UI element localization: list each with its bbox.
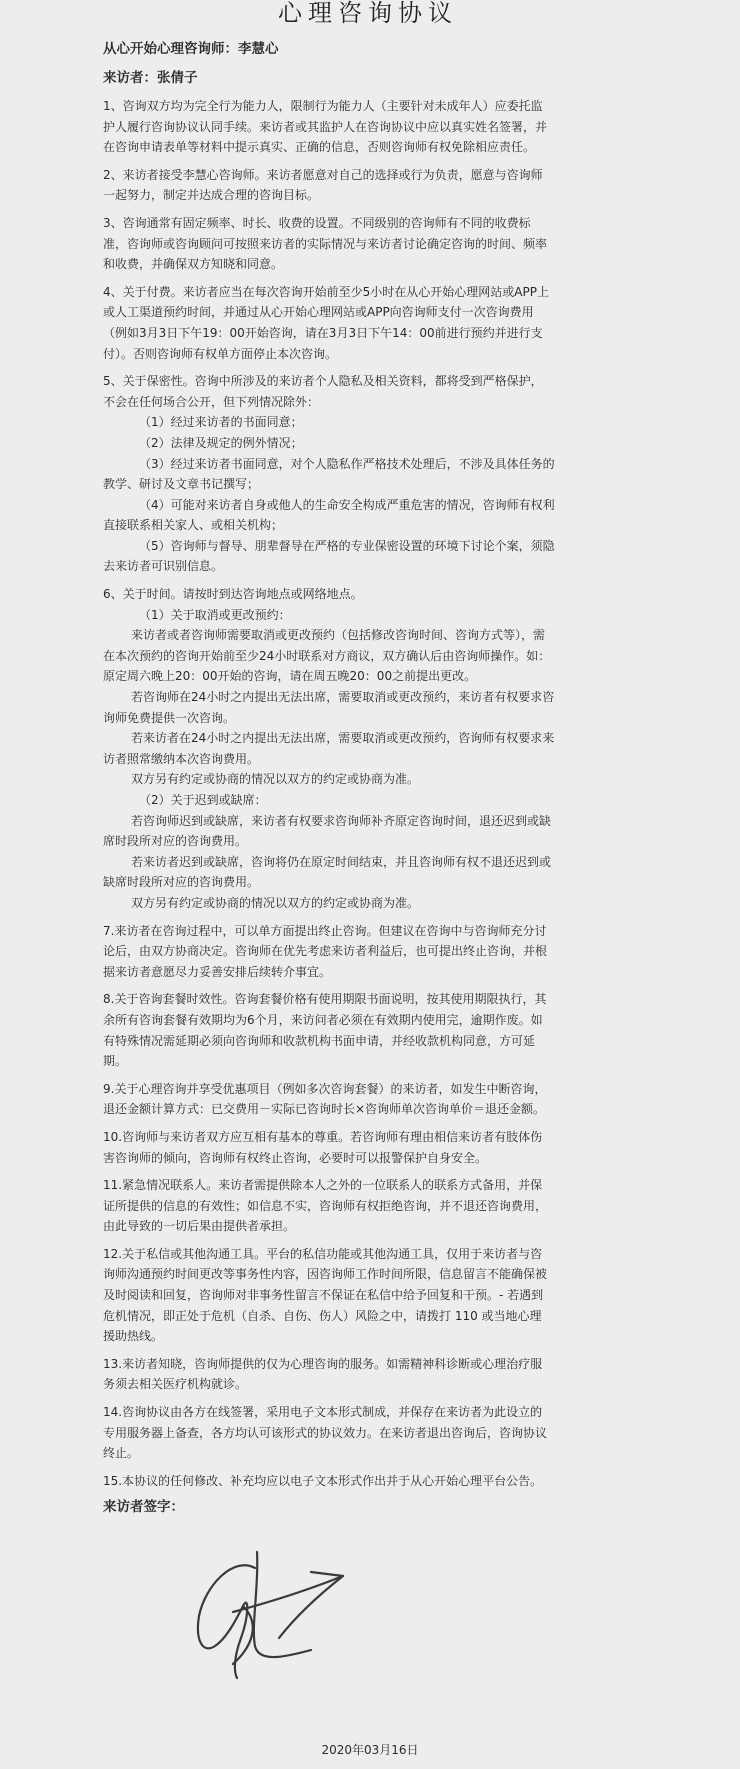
clause-line: 务须去相关医疗机构就诊。	[103, 1377, 248, 1392]
clause-line: 及时阅读和回复，咨询师对非事务性留言不保证在私信中给予回复和干预。- 若遇到	[103, 1288, 544, 1303]
handwritten-signature	[193, 1546, 383, 1686]
clause-paragraph	[103, 371, 633, 577]
clause-paragraph	[103, 96, 633, 158]
clause-line: 询师免费提供一次咨询。	[103, 710, 236, 725]
clause-line: （1）经过来访者的书面同意；	[139, 415, 303, 430]
clause-line: 缺席时段所对应的咨询费用。	[103, 875, 260, 890]
clause-line: 护人履行咨询协议认同手续。来访者或其监护人在咨询协议中应以真实姓名签署，并	[103, 119, 548, 134]
signing-date: 2020年03月16日	[321, 1743, 419, 1757]
clause-line: 若来访者在24小时之内提出无法出席，需要取消或更改预约，咨询师有权要求来	[131, 731, 555, 746]
clause-line: 教学、研讨及文章书记撰写；	[103, 477, 260, 492]
clause-paragraph	[103, 213, 633, 275]
clause-line: 6、关于时间。请按时到达咨询地点或网络地点。	[103, 587, 363, 602]
clause-line: 在咨询申请表单等材料中提示真实、正确的信息，否则咨询师有权免除相应责任。	[103, 140, 536, 155]
clause-line: 7.来访者在咨询过程中，可以单方面提出终止咨询。但建议在咨询中与咨询师充分讨	[103, 923, 547, 938]
clause-paragraph	[103, 1079, 633, 1120]
clause-line: 一起努力，制定并达成合理的咨询目标。	[103, 188, 320, 203]
clause-line: （2）法律及规定的例外情况；	[139, 435, 303, 450]
agreement-body	[103, 96, 633, 1491]
clause-line: 害咨询师的倾向，咨询师有权终止咨询，必要时可以报警保护自身安全。	[103, 1150, 488, 1165]
page-title: 心理咨询协议	[278, 0, 458, 27]
clause-line: 据来访者意愿尽力妥善安排后续转介事宜。	[103, 964, 332, 979]
clause-line: 3、咨询通常有固定频率、时长、收费的设置。不同级别的咨询师有不同的收费标	[103, 215, 531, 230]
clause-line: 5、关于保密性。咨询中所涉及的来访者个人隐私及相关资料，都将受到严格保护，	[103, 374, 543, 389]
clause-line: 15.本协议的任何修改、补充均应以电子文本形式作出并于从心开始心理平台公告。	[103, 1473, 543, 1488]
clause-paragraph	[103, 1244, 633, 1347]
clause-line: 13.来访者知晓，咨询师提供的仅为心理咨询的服务。如需精神科诊断或心理治疗服	[103, 1356, 543, 1371]
clause-line: （2）关于迟到或缺席：	[139, 793, 267, 807]
clause-line: （例如3月3日下午19：00开始咨询，请在3月3日下午14：00前进行预约并进行支	[103, 325, 543, 340]
clause-line: （3）经过来访者书面同意，对个人隐私作严格技术处理后，不涉及具体任务的	[139, 456, 555, 471]
clause-line: 专用服务器上备查，各方均认可该形式的协议效力。在来访者退出咨询后，咨询协议	[103, 1425, 548, 1440]
clause-line: 访者照常缴纳本次咨询费用。	[103, 751, 260, 766]
clause-line: 和收费，并确保双方知晓和同意。	[103, 257, 284, 272]
clause-line: 终止。	[103, 1446, 140, 1461]
clause-line: 援助热线。	[103, 1329, 164, 1344]
clause-line: 来访者或者咨询师需要取消或更改预约（包括修改咨询时间、咨询方式等），需	[131, 628, 546, 643]
clause-line: 退还金额计算方式：已交费用－实际已咨询时长×咨询师单次咨询单价＝退还金额。	[103, 1102, 546, 1117]
clause-line: 若来访者迟到或缺席，咨询将仍在原定时间结束，并且咨询师有权不退还迟到或	[131, 854, 552, 869]
clause-paragraph	[103, 165, 633, 206]
clause-line: 付）。否则咨询师有权单方面停止本次咨询。	[103, 346, 338, 361]
clause-line: （1）关于取消或更改预约：	[139, 607, 291, 622]
clause-line: 9.关于心理咨询并享受优惠项目（例如多次咨询套餐）的来访者，如发生中断咨询，	[103, 1081, 547, 1096]
clause-line: 期。	[103, 1054, 128, 1069]
clause-line: 证所提供的信息的有效性；如信息不实，咨询师有权拒绝咨询，并不退还咨询费用，	[103, 1198, 548, 1213]
clause-line: （4）可能对来访者自身或他人的生命安全构成严重危害的情况，咨询师有权利	[139, 497, 555, 512]
signature-label: 来访者签字：	[103, 1499, 184, 1515]
clause-paragraph	[103, 282, 633, 364]
clause-line: 席时段所对应的咨询费用。	[103, 834, 248, 849]
clause-line: 由此导致的一切后果由提供者承担。	[103, 1219, 296, 1234]
clause-line: 在本次预约的咨询开始前至少24小时联系对方商议，双方确认后由咨询师操作。如：	[103, 648, 551, 663]
clause-line: 准，咨询师或咨询顾问可按照来访者的实际情况与来访者讨论确定咨询的时间、频率	[103, 236, 548, 251]
clause-line: 或人工渠道预约时间，并通过从心开始心理网站或APP向咨询师支付一次咨询费用	[103, 305, 534, 320]
clause-line: 余所有咨询套餐有效期均为6个月，来访问者必须在有效期内使用完，逾期作废。如	[103, 1012, 543, 1027]
clause-line: 若咨询师迟到或缺席，来访者有权要求咨询师补齐原定咨询时间，退还迟到或缺	[131, 813, 552, 828]
counselor-line: 从心开始心理咨询师：李慧心	[103, 41, 279, 57]
clause-line: 8.关于咨询套餐时效性。咨询套餐价格有使用期限书面说明，按其使用期限执行，其	[103, 992, 547, 1007]
clause-line: 12.关于私信或其他沟通工具。平台的私信功能或其他沟通工具，仅用于来访者与咨	[103, 1246, 543, 1261]
clause-paragraph	[103, 1402, 633, 1464]
clause-line: 双方另有约定或协商的情况以双方的约定或协商为准。	[131, 772, 420, 787]
clause-line: （5）咨询师与督导、朋辈督导在严格的专业保密设置的环境下讨论个案，须隐	[139, 538, 555, 553]
clause-line: 14.咨询协议由各方在线签署，采用电子文本形式制成，并保存在来访者为此设立的	[103, 1405, 543, 1420]
clause-line: 双方另有约定或协商的情况以双方的约定或协商为准。	[131, 895, 420, 910]
clause-line: 4、关于付费。来访者应当在每次咨询开始前至少5小时在从心开始心理网站或APP上	[103, 284, 549, 299]
clause-line: 不会在任何场合公开，但下列情况除外：	[103, 394, 320, 409]
clause-paragraph	[103, 921, 633, 983]
clause-paragraph	[103, 989, 633, 1071]
clause-line: 论后，由双方协商决定。咨询师在优先考虑来访者利益后，也可提出终止咨询，并根	[103, 944, 548, 959]
clause-paragraph	[103, 1354, 633, 1395]
clause-line: 2、来访者接受李慧心咨询师。来访者愿意对自己的选择或行为负责，愿意与咨询师	[103, 167, 543, 182]
agreement-page	[103, 0, 633, 1498]
clause-paragraph	[103, 1471, 633, 1492]
clause-line: 直接联系相关家人、或相关机构；	[103, 518, 284, 533]
client-line: 来访者：张倩子	[103, 70, 198, 86]
clause-paragraph	[103, 1127, 633, 1168]
clause-line: 危机情况，即正处于危机（自杀、自伤、伤人）风险之中，请拨打 110 或当地心理	[103, 1308, 542, 1323]
clause-paragraph	[103, 1175, 633, 1237]
clause-line: 去来访者可识别信息。	[103, 559, 224, 574]
clause-line: 询师沟通预约时间更改等事务性内容，因咨询师工作时间所限，信息留言不能确保被	[103, 1267, 548, 1282]
clause-line: 若咨询师在24小时之内提出无法出席，需要取消或更改预约，来访者有权要求咨	[131, 690, 555, 705]
clause-line: 1、咨询双方均为完全行为能力人，限制行为能力人（主要针对未成年人）应委托监	[103, 99, 543, 113]
clause-line: 原定周六晚上20：00开始的咨询，请在周五晚20：00之前提出更改。	[103, 669, 477, 684]
clause-line: 有特殊情况需延期必须向咨询师和收款机构书面申请，并经收款机构同意，方可延	[103, 1033, 536, 1048]
clause-paragraph	[103, 584, 633, 914]
clause-line: 10.咨询师与来访者双方应互相有基本的尊重。若咨询师有理由相信来访者有肢体伤	[103, 1129, 543, 1144]
clause-line: 11.紧急情况联系人。来访者需提供除本人之外的一位联系人的联系方式备用，并保	[103, 1178, 543, 1193]
